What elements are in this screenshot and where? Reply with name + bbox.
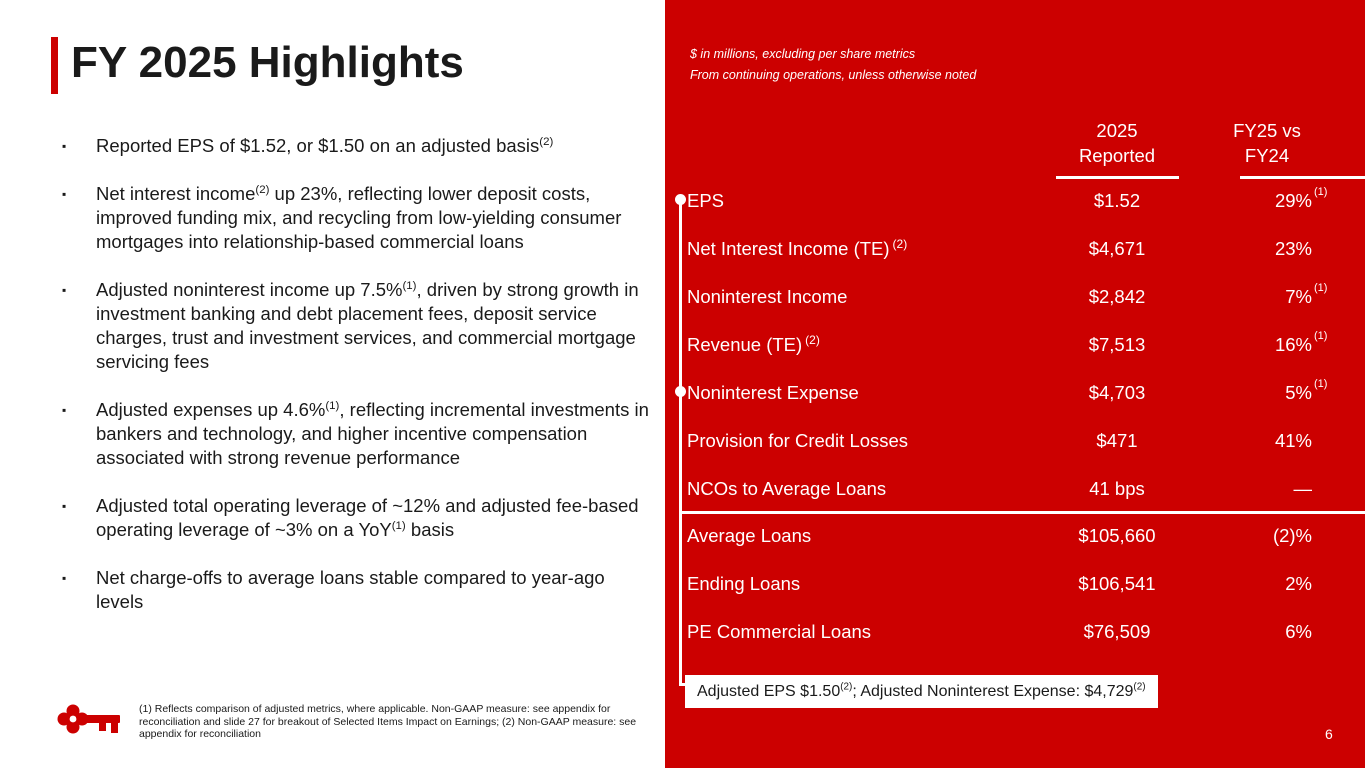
page-number: 6 — [1325, 726, 1333, 742]
adjusted-metrics-box — [685, 675, 1158, 708]
bullet-marker: ▪ — [62, 571, 67, 585]
bullet-text: , driven by strong growth in investment banking and debt placement fees, deposit service charges, trust and investment services, and commercial mortgage servicing fees — [96, 279, 639, 372]
table-row — [665, 331, 1365, 359]
right-panel — [665, 0, 1365, 768]
footnote-ref: (1) — [402, 279, 417, 292]
header-line: 2025 — [1096, 120, 1138, 141]
metric-label — [687, 522, 811, 550]
adjusted-expense-text: ; Adjusted Noninterest Expense: $4,729 — [852, 683, 1134, 700]
table-row — [665, 283, 1365, 311]
metric-label-text: Noninterest Income — [687, 286, 848, 307]
metric-value: $4,703 — [1088, 382, 1146, 403]
adjusted-eps-text: Adjusted EPS $1.50 — [697, 683, 841, 700]
metric-change: 6% — [1285, 621, 1312, 642]
header-underline-value — [1056, 176, 1179, 179]
metric-label-text: Net Interest Income (TE) — [687, 238, 890, 259]
metric-change: 7% — [1285, 286, 1312, 307]
table-row — [665, 475, 1365, 503]
metric-change-sup: (1) — [1314, 330, 1328, 342]
table-row — [665, 570, 1365, 598]
metric-label-text: NCOs to Average Loans — [687, 478, 887, 499]
left-panel — [0, 0, 665, 768]
metric-value: $7,513 — [1088, 334, 1146, 355]
table-row — [665, 618, 1365, 646]
bullet-marker: ▪ — [62, 187, 67, 201]
metric-label — [687, 427, 908, 455]
table-row — [665, 522, 1365, 550]
note-continuing-ops: From continuing operations, unless otherwise noted — [690, 68, 977, 82]
metric-change: 29% — [1274, 190, 1312, 211]
footnote: (1) Reflects comparison of adjusted metrics, where applicable. Non-GAAP measure: see appendix for reconciliation and slide 27 for breakout of Selected Items Impact on Earnings; (2) Non-GAAP measure: see appendix for reconciliation — [139, 703, 637, 740]
bullet-text: Adjusted noninterest income up 7.5% — [96, 279, 403, 300]
metric-label — [687, 283, 847, 311]
adjusted-eps-sup: (2) — [840, 681, 853, 693]
table-row — [665, 427, 1365, 455]
table-row — [665, 379, 1365, 407]
metric-label — [687, 187, 724, 215]
bullet-text: Adjusted expenses up 4.6% — [96, 399, 326, 420]
metric-label — [687, 475, 886, 503]
metric-label-sup: (2) — [892, 237, 908, 251]
metric-label — [687, 570, 800, 598]
footnote-ref: (1) — [325, 399, 340, 412]
highlight-bullet — [62, 278, 652, 374]
highlight-bullet — [62, 494, 652, 542]
highlight-bullet — [62, 566, 652, 614]
footnote-ref: (2) — [255, 183, 270, 196]
bullet-text: Net interest income — [96, 183, 256, 204]
bullet-marker: ▪ — [62, 283, 67, 297]
metric-label — [687, 379, 859, 407]
metric-change-sup: (1) — [1314, 378, 1328, 390]
footnote-ref: (2) — [539, 135, 554, 148]
bullet-marker: ▪ — [62, 139, 67, 153]
key-icon — [56, 702, 122, 736]
highlight-bullet — [62, 134, 652, 158]
page-title: FY 2025 Highlights — [71, 38, 464, 87]
header-line: FY25 vs — [1233, 120, 1301, 141]
metric-value: $2,842 — [1088, 286, 1146, 307]
metric-change-sup: (1) — [1314, 282, 1328, 294]
bullet-text: Net charge-offs to average loans stable compared to year-ago levels — [96, 567, 605, 612]
header-underline-change — [1240, 176, 1365, 179]
note-units: $ in millions, excluding per share metrics — [690, 47, 916, 61]
metric-change-sup: (1) — [1314, 186, 1328, 198]
section-divider — [679, 511, 1365, 514]
metric-label — [687, 618, 871, 646]
metric-change: 23% — [1274, 238, 1312, 259]
metric-change: 41% — [1274, 430, 1312, 451]
metric-value: $76,509 — [1083, 621, 1151, 642]
metric-label — [687, 235, 907, 265]
metric-label-text: Revenue (TE) — [687, 334, 803, 355]
metric-change: 2% — [1285, 573, 1312, 594]
title-accent-bar — [51, 37, 58, 94]
metric-change: — — [1293, 478, 1312, 499]
table-row — [665, 235, 1365, 263]
metric-value: $4,671 — [1088, 238, 1146, 259]
header-line: FY24 — [1244, 145, 1290, 166]
metric-label-text: PE Commercial Loans — [687, 621, 872, 642]
bullet-text: up 23%, reflecting lower deposit costs, improved funding mix, and recycling from low-yielding consumer mortgages into relationship-based commercial loans — [96, 183, 622, 252]
metric-value: $471 — [1096, 430, 1138, 451]
bullet-marker: ▪ — [62, 403, 67, 417]
header-line: Reported — [1078, 145, 1156, 166]
metric-label-text: Average Loans — [687, 525, 812, 546]
bullet-marker: ▪ — [62, 499, 67, 513]
bullet-text: , reflecting incremental investments in bankers and technology, and higher incentive compensation associated with strong revenue performance — [96, 399, 649, 468]
adjusted-expense-sup: (2) — [1133, 681, 1146, 693]
highlight-bullet — [62, 182, 652, 254]
metric-value: $1.52 — [1093, 190, 1141, 211]
metric-label-text: Provision for Credit Losses — [687, 430, 909, 451]
metric-label-text: Ending Loans — [687, 573, 801, 594]
metric-value: 41 bps — [1089, 478, 1145, 499]
highlight-bullet — [62, 398, 652, 470]
bullet-text: basis — [405, 519, 455, 540]
bullet-text: Adjusted total operating leverage of ~12% and adjusted fee-based operating leverage of ~3% on a YoY — [96, 495, 639, 540]
footnote-ref: (1) — [391, 519, 406, 532]
metric-change: (2)% — [1272, 525, 1312, 546]
highlights-list — [62, 134, 652, 638]
metric-label — [687, 331, 820, 361]
metric-label-sup: (2) — [805, 333, 820, 347]
metric-value: $105,660 — [1078, 525, 1156, 546]
header-fy-change — [1197, 118, 1337, 168]
metric-label-text: Noninterest Expense — [687, 382, 859, 403]
bullet-text: Reported EPS of $1.52, or $1.50 on an adjusted basis — [96, 135, 540, 156]
metric-change: 5% — [1285, 382, 1312, 403]
metric-label-text: EPS — [687, 190, 725, 211]
table-row — [665, 187, 1365, 215]
metric-change: 16% — [1274, 334, 1312, 355]
metric-value: $106,541 — [1078, 573, 1156, 594]
header-2025-reported — [1037, 118, 1197, 168]
